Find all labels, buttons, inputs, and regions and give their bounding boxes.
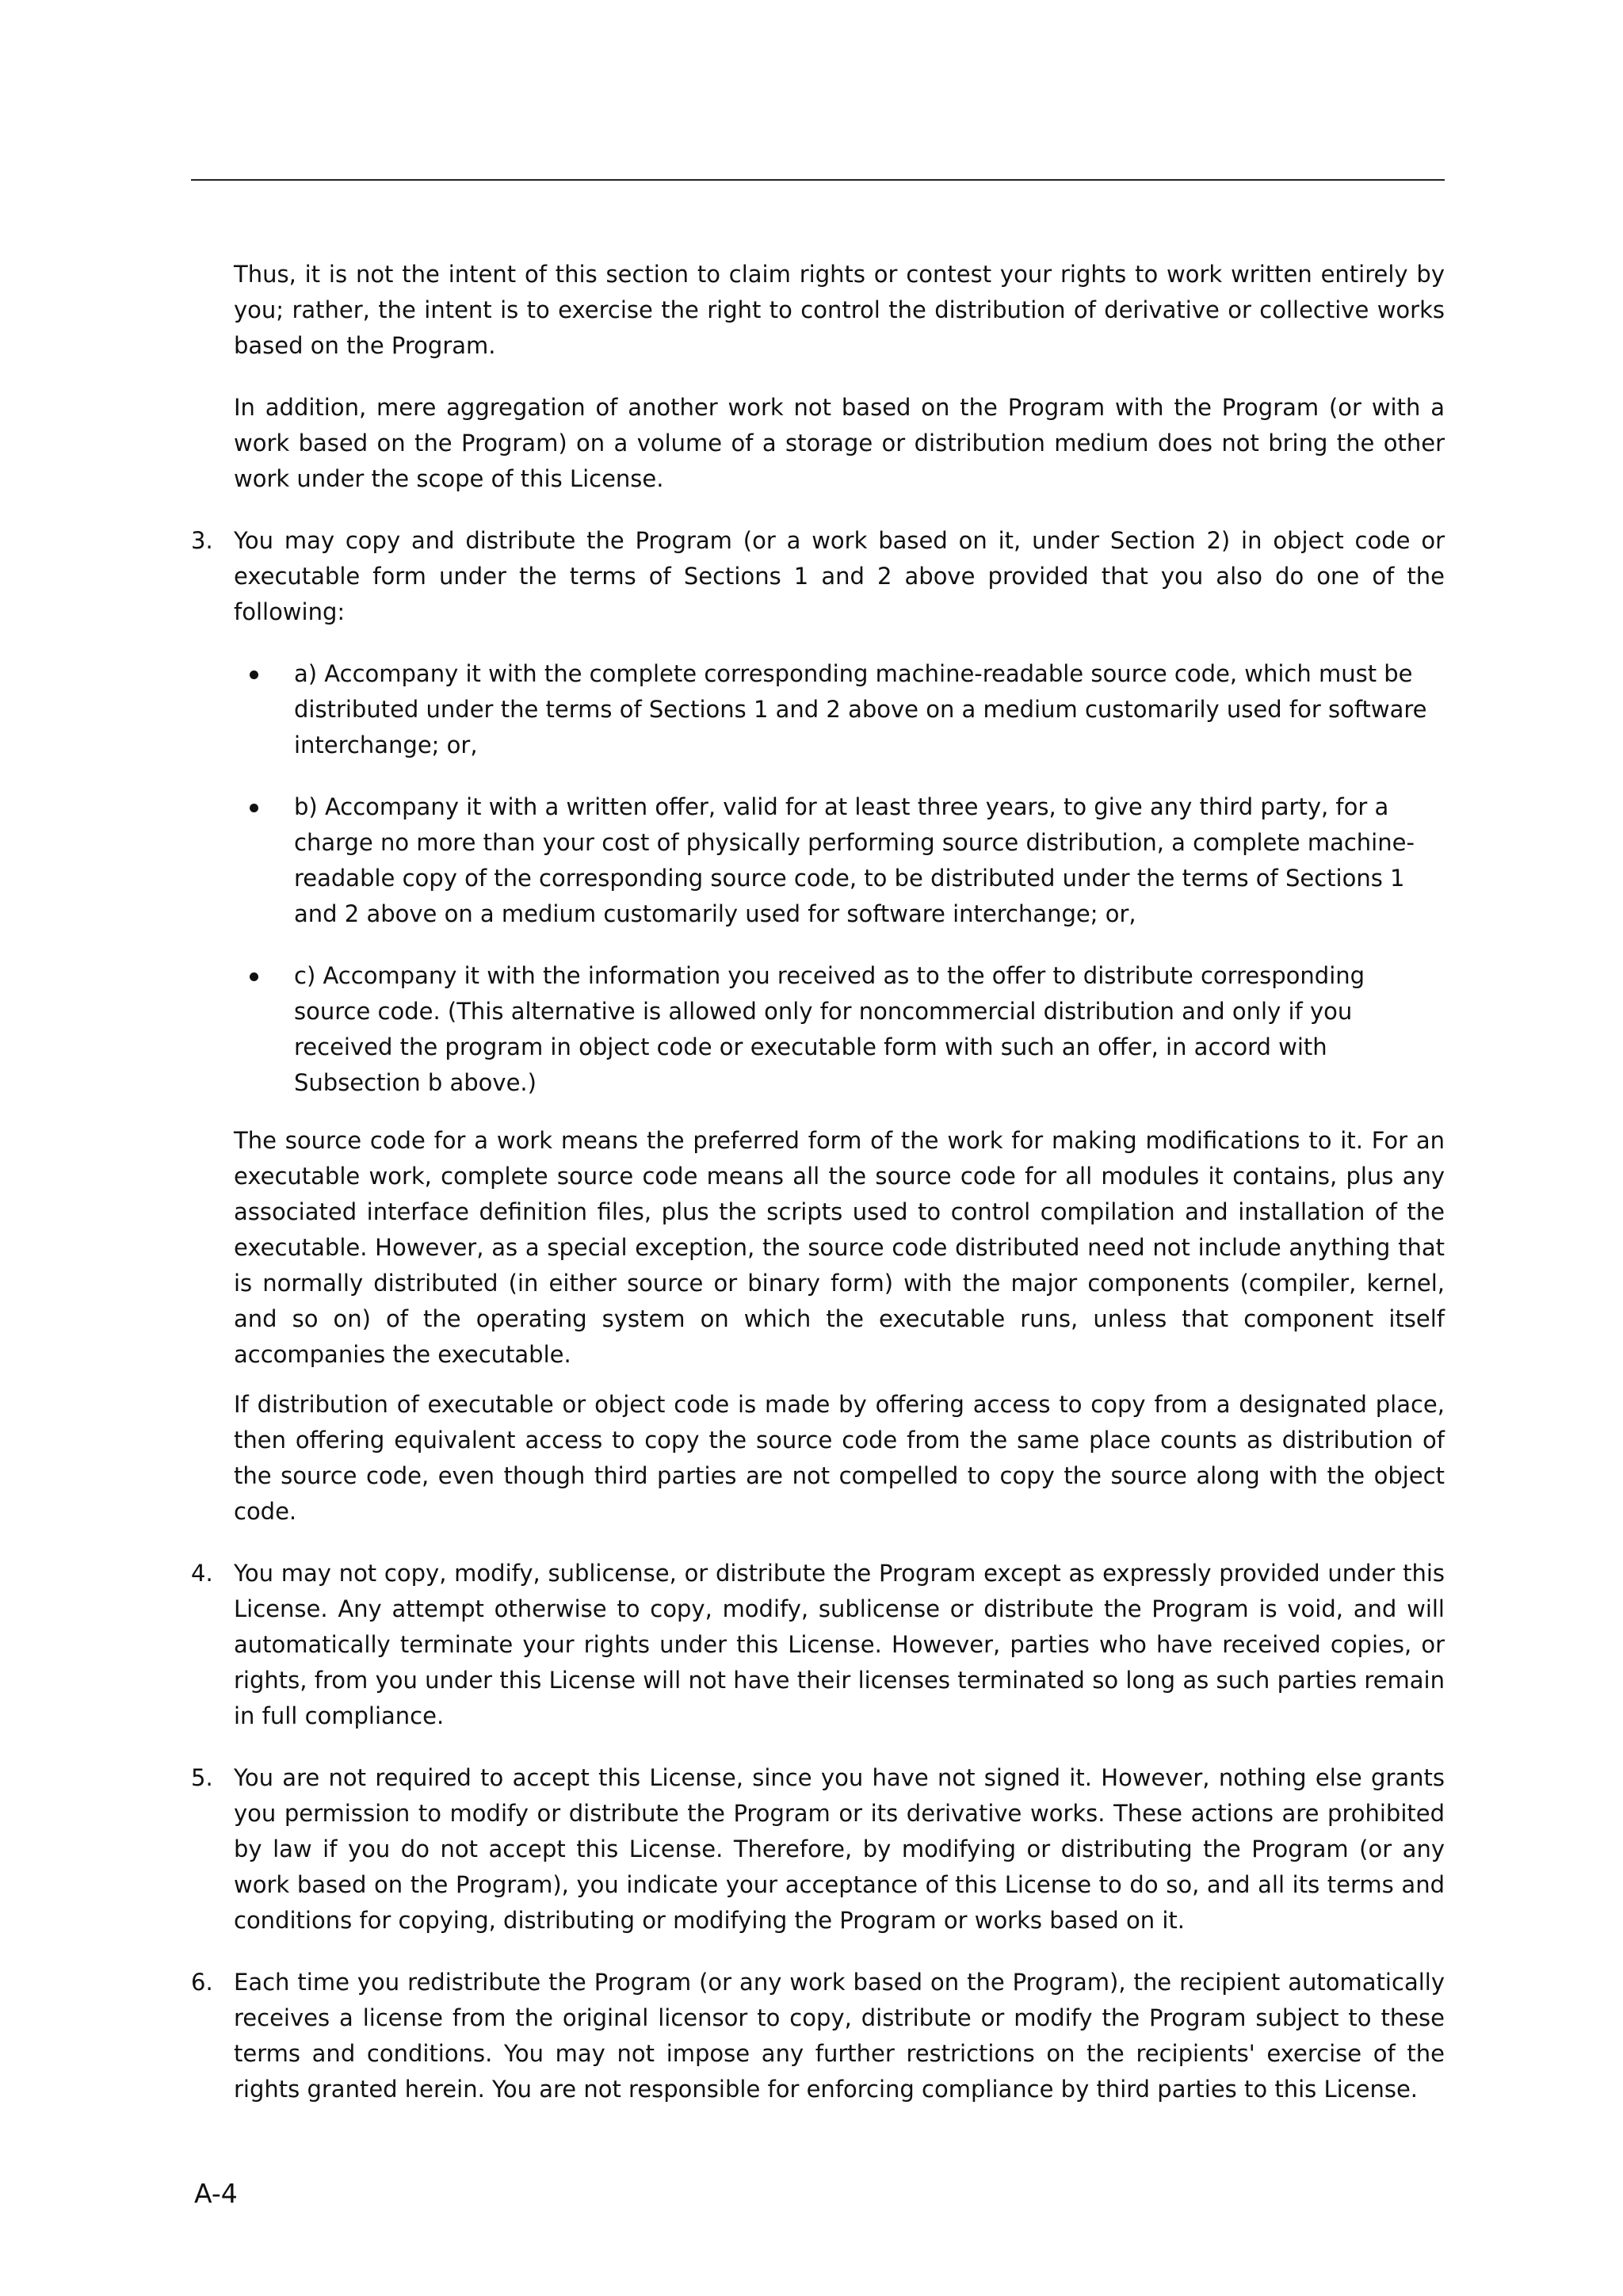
list-item-text: b) Accompany it with a written offer, valid for at least three years, to give any third party, for a charge no more than your cost of physically performing source distribution, a complete machine-readable copy of the corresponding source code, to be distributed under the terms of Sections 1 and 2 above on a medium customarily used for software interchange; or, — [294, 793, 1415, 927]
section-item-4 — [191, 1556, 1445, 1734]
list-item-text: a) Accompany it with the complete corresponding machine-readable source code, which must be distributed under the terms of Sections 1 and 2 above on a medium customarily used for software interchange; or, — [294, 660, 1427, 758]
list-item-text: c) Accompany it with the information you received as to the offer to distribute corresponding source code. (This alternative is allowed only for noncommercial distribution and only if you received the program in object code or executable form with such an offer, in accord with Subsection b above.) — [294, 962, 1365, 1096]
list-item — [234, 656, 1445, 763]
section-text: You may not copy, modify, sublicense, or distribute the Program except as expressly provided under this License. Any attempt otherwise to copy, modify, sublicense or distribute the Program is void, and will automatically terminate your rights under this License. However, parties who have received copies, or rights, from you under this License will not have their licenses terminated so long as such parties remain in full compliance. — [234, 1560, 1445, 1729]
section-text: Each time you redistribute the Program (or any work based on the Program), the recipient automatically receives a license from the original licensor to copy, distribute or modify the Program subject to these terms and conditions. You may not impose any further restrictions on the recipients' exercise of the rights granted herein. You are not responsible for enforcing compliance by third parties to this License. — [234, 1969, 1445, 2103]
section-item-6 — [191, 1965, 1445, 2107]
section-body — [234, 523, 1445, 1530]
section-number: 5. — [191, 1764, 213, 1791]
page-number: A-4 — [194, 2178, 238, 2209]
section-followup-paragraph: If distribution of executable or object code is made by offering access to copy from a designated place, then offering equivalent access to copy the source code from the same place counts as distribution of the source code, even though third parties are not compelled to copy the source along with the object code. — [234, 1391, 1445, 1525]
intro-paragraph: Thus, it is not the intent of this section to claim rights or contest your rights to work written entirely by you; rather, the intent is to exercise the right to control the distribution of derivative or collective works based on the Program. — [234, 261, 1445, 359]
list-item — [234, 958, 1445, 1101]
bullet-icon — [234, 789, 294, 825]
section-item-5 — [191, 1760, 1445, 1939]
intro-paragraph: In addition, mere aggregation of another work not based on the Program with the Program (or with a work based on the Program) on a volume of a storage or distribution medium does not bring the other work under the scope of this License. — [234, 394, 1445, 492]
header-rule — [191, 179, 1445, 181]
section-item-3 — [191, 523, 1445, 1530]
section-text: You are not required to accept this License, since you have not signed it. However, nothing else grants you permission to modify or distribute the Program or its derivative works. These actions are prohibited by law if you do not accept this License. Therefore, by modifying or distributing the Program (or any work based on the Program), you indicate your acceptance of this License to do so, and all its terms and conditions for copying, distributing or modifying the Program or works based on it. — [234, 1764, 1445, 1934]
section-followup-paragraph: The source code for a work means the preferred form of the work for making modifications to it. For an executable work, complete source code means all the source code for all modules it contains, plus any associated interface definition files, plus the scripts used to control compilation and installation of the executable. However, as a special exception, the source code distributed need not include anything that is normally distributed (in either source or binary form) with the major components (compiler, kernel, and so on) of the operating system on which the executable runs, unless that component itself accompanies the executable. — [234, 1127, 1445, 1368]
list-item — [234, 789, 1445, 932]
bullet-list — [234, 656, 1445, 1101]
section-number: 3. — [191, 527, 213, 554]
section-number: 4. — [191, 1560, 213, 1587]
section-number: 6. — [191, 1969, 213, 1996]
license-text — [191, 257, 1445, 2134]
section-body — [234, 1760, 1445, 1939]
bullet-icon — [234, 656, 294, 692]
section-text: You may copy and distribute the Program (or a work based on it, under Section 2) in object code or executable form under the terms of Sections 1 and 2 above provided that you also do one of the following: — [234, 527, 1445, 625]
bullet-icon — [234, 958, 294, 994]
section-body — [234, 1556, 1445, 1734]
section-body — [234, 1965, 1445, 2107]
